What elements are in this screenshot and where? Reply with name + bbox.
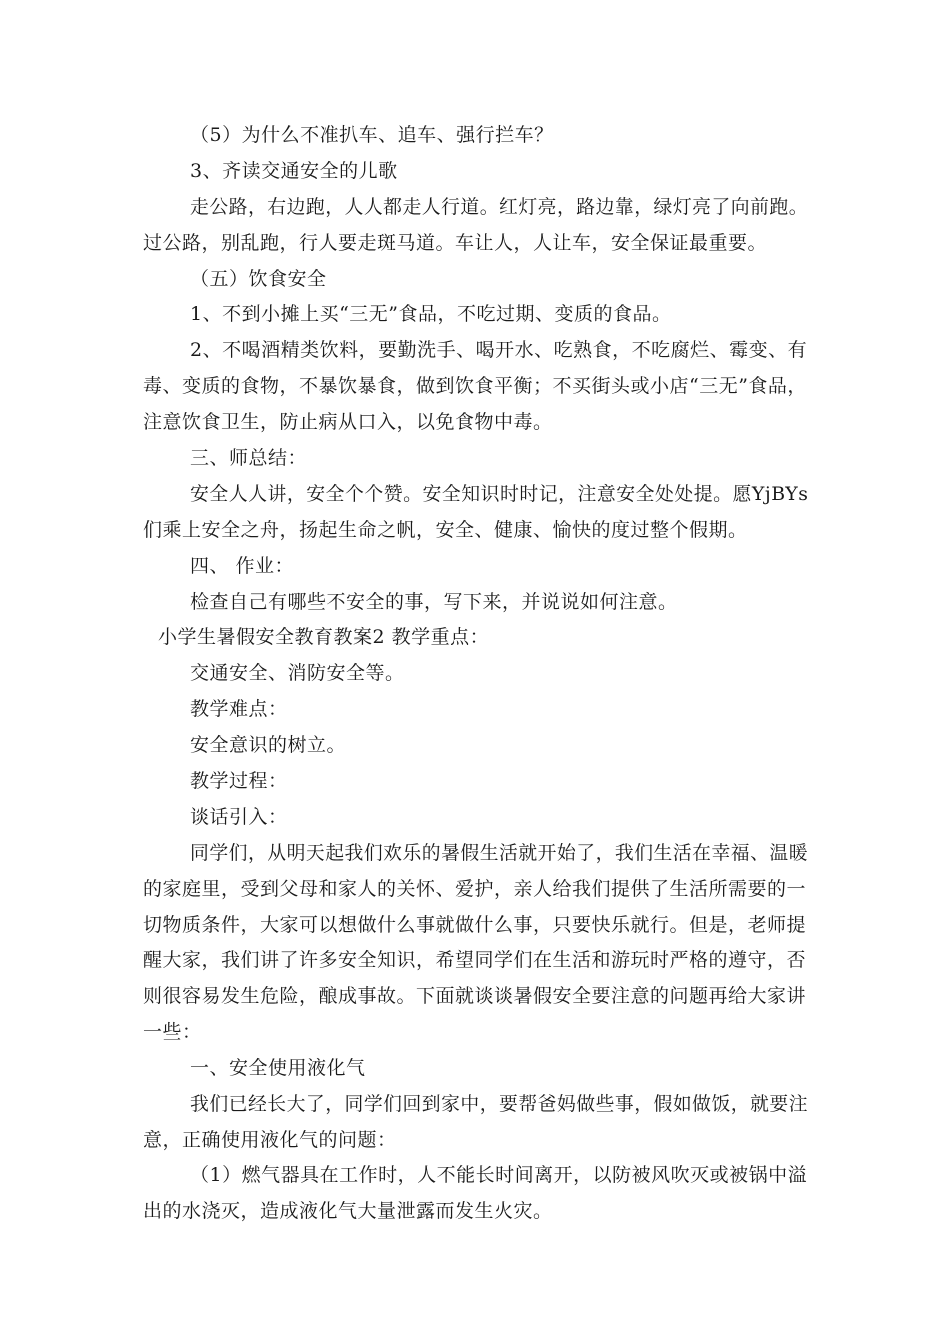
text-line: 过公路，别乱跑，行人要走斑马道。车让人，人让车，安全保证最重要。 (143, 232, 768, 254)
text-line: 安全人人讲，安全个个赞。安全知识时时记，注意安全处处提。愿YjBYs (190, 483, 809, 505)
text-line: 安全意识的树立。 (190, 734, 347, 756)
text-line: 则很容易发生危险，酿成事故。下面就谈谈暑假安全要注意的问题再给大家讲 (143, 985, 807, 1007)
text-line: 我们已经长大了，同学们回到家中，要帮爸妈做些事，假如做饭，就要注 (190, 1093, 809, 1115)
text-line: 的家庭里，受到父母和家人的关怀、爱护，亲人给我们提供了生活所需要的一 (143, 878, 807, 900)
text-line: 交通安全、消防安全等。 (190, 662, 405, 684)
text-line: 2、不喝酒精类饮料，要勤洗手、喝开水、吃熟食，不吃腐烂、霉变、有 (190, 339, 808, 361)
text-line: 同学们，从明天起我们欢乐的暑假生活就开始了，我们生活在幸福、温暖 (190, 842, 809, 864)
text-line: 3、齐读交通安全的儿歌 (190, 160, 398, 182)
section-heading: 教学难点： (190, 698, 288, 720)
text-line: 一些： (143, 1021, 202, 1043)
text-line: 检查自己有哪些不安全的事，写下来，并说说如何注意。 (190, 591, 678, 613)
text-line: 醒大家，我们讲了许多安全知识，希望同学们在生活和游玩时严格的遵守，否 (143, 949, 807, 971)
section-heading: 一、安全使用液化气 (190, 1057, 366, 1079)
section-heading: 三、师总结： (190, 447, 308, 469)
text-line: 出的水浇灭，造成液化气大量泄露而发生火灾。 (143, 1200, 553, 1222)
text-line: 1、不到小摊上买“三无”食品，不吃过期、变质的食品。 (190, 303, 672, 325)
text-line: 走公路，右边跑，人人都走人行道。红灯亮，路边靠，绿灯亮了向前跑。 (190, 196, 809, 218)
text-line: （5）为什么不准扒车、追车、强行拦车？ (190, 124, 554, 146)
text-line: 们乘上安全之舟，扬起生命之帆，安全、健康、愉快的度过整个假期。 (143, 519, 748, 541)
section-heading: （五）饮食安全 (190, 268, 327, 290)
lesson-title: 小学生暑假安全教育教案2 教学重点： (158, 626, 490, 648)
section-heading: 教学过程： (190, 770, 288, 792)
text-line: 意，正确使用液化气的问题： (143, 1129, 397, 1151)
section-heading: 谈话引入： (190, 806, 288, 828)
text-line: 注意饮食卫生，防止病从口入，以免食物中毒。 (143, 411, 553, 433)
section-heading: 四、 作业： (190, 555, 295, 577)
text-line: 切物质条件，大家可以想做什么事就做什么事，只要快乐就行。但是，老师提 (143, 914, 807, 936)
text-line: （1）燃气器具在工作时，人不能长时间离开，以防被风吹灭或被锅中溢 (190, 1164, 808, 1186)
text-line: 毒、变质的食物，不暴饮暴食，做到饮食平衡；不买街头或小店“三无”食品， (143, 375, 807, 397)
